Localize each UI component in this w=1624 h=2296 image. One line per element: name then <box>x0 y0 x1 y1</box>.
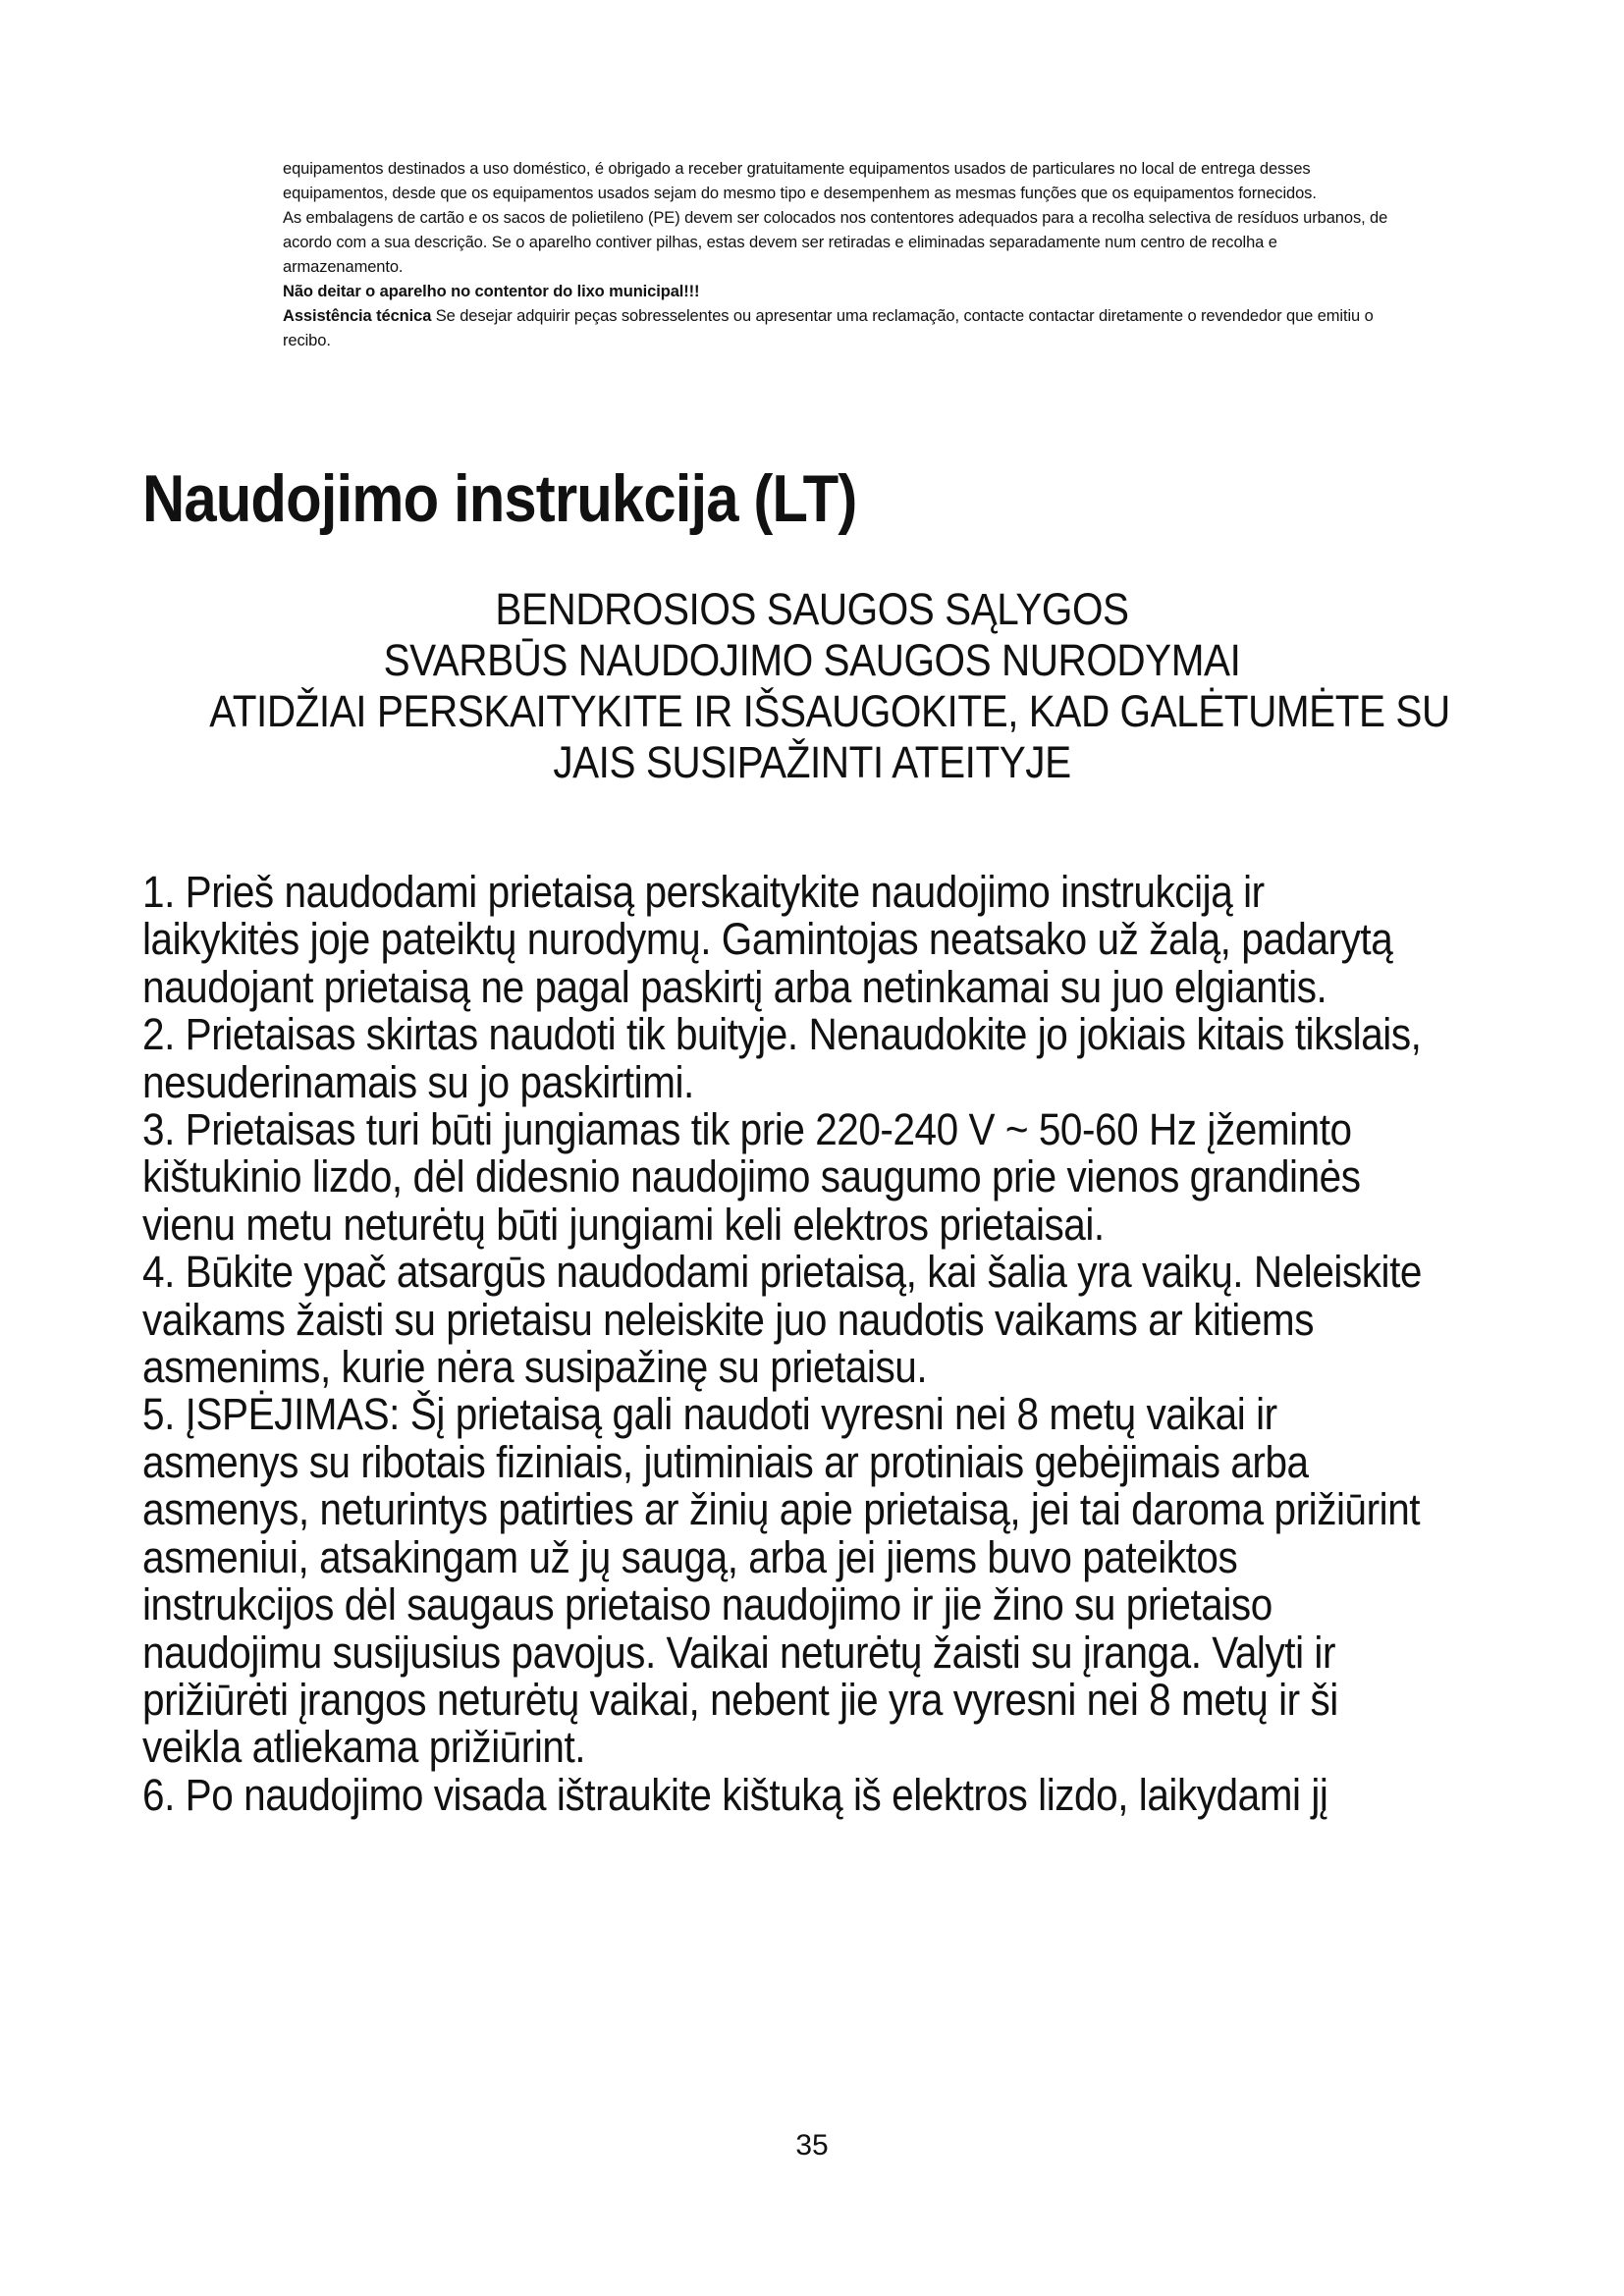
heading-line: BENDROSIOS SAUGOS SĄLYGOS <box>495 584 1129 634</box>
heading-line: ATIDŽIAI PERSKAITYKITE IR IŠSAUGOKITE, KAD GALĖTUMĖTE SU <box>209 686 1450 736</box>
body-line: asmenys, neturintys patirties ar žinių apie prietaisą, jei tai daroma prižiūrint <box>142 1484 1421 1535</box>
pt-line: acordo com a sua descrição. Se o aparelho contiver pilhas, estas devem ser retiradas e eliminadas separadamente num centro de recolha e <box>283 234 1277 251</box>
pt-service-text-end: recibo. <box>283 332 331 349</box>
body-line: 6. Po naudojimo visada ištraukite kištuką iš elektros lizdo, laikydami jį <box>142 1769 1328 1820</box>
heading-line: SVARBŪS NAUDOJIMO SAUGOS NURODYMAI <box>383 635 1241 685</box>
body-line: asmenys su ribotais fiziniais, jutiminiais ar protiniais gebėjimais arba <box>142 1436 1309 1487</box>
pt-line: As embalagens de cartão e os sacos de polietileno (PE) devem ser colocados nos contentores adequados para a recolha selectiva de resíduos urbanos, de <box>283 209 1388 227</box>
pt-service-text: Se desejar adquirir peças sobresselentes ou apresentar uma reclamação, contacte contactar diretamente o revendedor que emitiu o <box>431 307 1374 325</box>
heading-line: JAIS SUSIPAŽINTI ATEITYJE <box>553 737 1071 787</box>
instructions-body <box>142 869 1537 1819</box>
pt-line: equipamentos destinados a uso doméstico, é obrigado a receber gratuitamente equipamentos usados de particulares no local de entrega desses <box>283 160 1311 178</box>
pt-service-paragraph <box>283 304 1540 353</box>
body-line: vienu metu neturėtų būti jungiami keli elektros prietaisai. <box>142 1199 1105 1250</box>
page-title: Naudojimo instrukcija (LT) <box>142 461 857 536</box>
body-line: asmeniui, atsakingam už jų saugą, arba jei jiems buvo pateiktos <box>142 1531 1238 1582</box>
body-line: instrukcijos dėl saugaus prietaiso naudojimo ir jie žino su prietaiso <box>142 1579 1272 1630</box>
body-line: 2. Prietaisas skirtas naudoti tik buityje. Nenaudokite jo jokiais kitais tikslais, <box>142 1009 1422 1060</box>
body-line: naudojant prietaisą ne pagal paskirtį arba netinkamai su juo elgiantis. <box>142 961 1327 1012</box>
pt-paragraph-equipment <box>283 157 1540 206</box>
body-line: vaikams žaisti su prietaisu neleiskite juo naudotis vaikams ar kitiems <box>142 1294 1314 1345</box>
pt-paragraph-packaging <box>283 206 1540 280</box>
body-line: prižiūrėti įrangos neturėtų vaikai, nebent jie yra vyresni nei 8 metų ir ši <box>142 1674 1338 1725</box>
body-line: 1. Prieš naudodami prietaisą perskaitykite naudojimo instrukciją ir <box>142 867 1265 917</box>
body-line: asmenims, kurie nėra susipažinę su prietaisu. <box>142 1342 928 1393</box>
pt-warning-text: Não deitar o aparelho no contentor do lixo municipal!!! <box>283 283 700 300</box>
portuguese-disposal-text <box>283 157 1540 353</box>
body-line: veikla atliekama prižiūrint. <box>142 1722 586 1773</box>
body-line: nesuderinamais su jo paskirtimi. <box>142 1056 694 1107</box>
page-number: 35 <box>795 2129 829 2162</box>
body-line: naudojimu susijusius pavojus. Vaikai neturėtų žaisti su įranga. Valyti ir <box>142 1627 1336 1678</box>
body-line: 3. Prietaisas turi būti jungiamas tik prie 220-240 V ~ 50-60 Hz įžeminto <box>142 1104 1352 1155</box>
pt-service-label: Assistência técnica <box>283 307 432 325</box>
body-line: kištukinio lizdo, dėl didesnio naudojimo saugumo prie vienos grandinės <box>142 1151 1361 1202</box>
pt-line: armazenamento. <box>283 258 404 276</box>
pt-line: equipamentos, desde que os equipamentos usados sejam do mesmo tipo e desempenhem as mesmas funções que os equipamentos fornecidos. <box>283 185 1317 202</box>
body-line: 5. ĮSPĖJIMAS: Šį prietaisą gali naudoti vyresni nei 8 metų vaikai ir <box>142 1389 1277 1440</box>
body-line: laikykitės joje pateiktų nurodymų. Gamintojas neatsako už žalą, padarytą <box>142 914 1393 965</box>
safety-heading <box>142 584 1482 788</box>
pt-warning <box>283 280 1540 304</box>
body-line: 4. Būkite ypač atsargūs naudodami prietaisą, kai šalia yra vaikų. Neleiskite <box>142 1247 1422 1298</box>
